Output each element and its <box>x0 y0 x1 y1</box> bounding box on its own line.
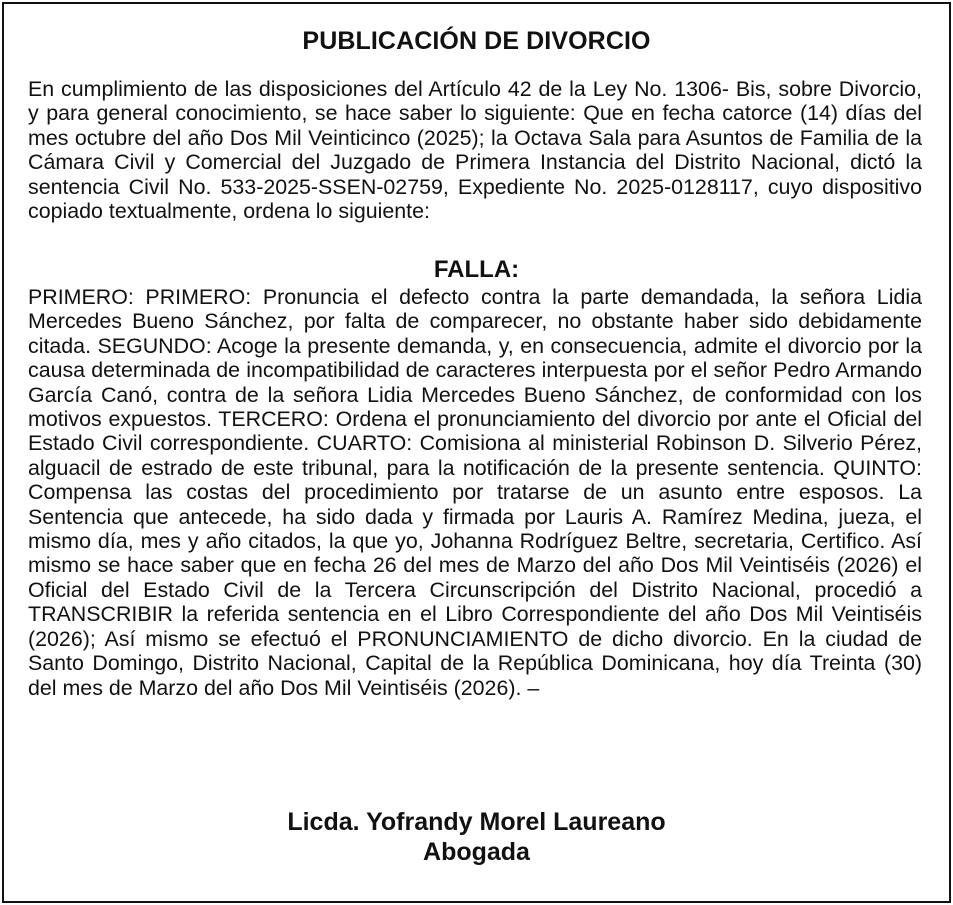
notice-title: PUBLICACIÓN DE DIVORCIO <box>302 27 651 55</box>
ruling-paragraph: PRIMERO: PRIMERO: Pronuncia el defecto contra la parte demandada, la señora Lidia Mercedes Bueno Sánchez, por falta de comparecer, no obstante haber sido debidamente citada. SEGUNDO: Acoge la presente demanda, y, en consecuencia, admite el divorcio por la causa determinada de incompatibilidad de caracteres interpuesta por el señor Pedro Armando García Canó, contra de la señora Lidia Mercedes Bueno Sánchez, de conformidad con los motivos expuestos. TERCERO: Ordena el pronunciamiento del divorcio por ante el Oficial del Estado Civil correspondiente. CUARTO: Comisiona al ministerial Robinson D. Silverio Pérez, alguacil de estrado de este tribunal, para la notificación de la presente sentencia. QUINTO: Compensa las costas del procedimiento por tratarse de un asunto entre esposos. La Sentencia que antecede, ha sido dada y firmada por Lauris A. Ramírez Medina, jueza, el mismo día, mes y año citados, la que yo, Johanna Rodríguez Beltre, secretaria, Certifico. Así mismo se hace saber que en fecha 26 del mes de Marzo del año Dos Mil Veintiséis (2026) el Oficial del Estado Civil de la Tercera Circunscripción del Distrito Nacional, procedió a TRANSCRIBIR la referida sentencia en el Libro Correspondiente del año Dos Mil Veintiséis (2026); Así mismo se efectuó el PRONUNCIAMIENTO de dicho divorcio. En la ciudad de Santo Domingo, Distrito Nacional, Capital de la República Dominicana, hoy día Treinta (30) del mes de Marzo del año Dos Mil Veintiséis (2026). – <box>28 285 922 700</box>
signature-name: Licda. Yofrandy Morel Laureano <box>287 808 666 836</box>
intro-paragraph: En cumplimiento de las disposiciones del Artículo 42 de la Ley No. 1306- Bis, sobre Divorcio, y para general conocimiento, se hace saber lo siguiente: Que en fecha catorce (14) días del mes octubre del año Dos Mil Veinticinco (2025); la Octava Sala para Asuntos de Familia de la Cámara Civil y Comercial del Juzgado de Primera Instancia del Distrito Nacional, dictó la sentencia Civil No. 533-2025-SSEN-02759, Expediente No. 2025-0128117, cuyo dispositivo copiado textualmente, ordena lo siguiente: <box>28 77 922 224</box>
divorce-publication-notice <box>2 2 951 903</box>
falla-heading: FALLA: <box>433 256 520 283</box>
signature-block <box>4 807 949 867</box>
signature-role: Abogada <box>423 838 530 866</box>
